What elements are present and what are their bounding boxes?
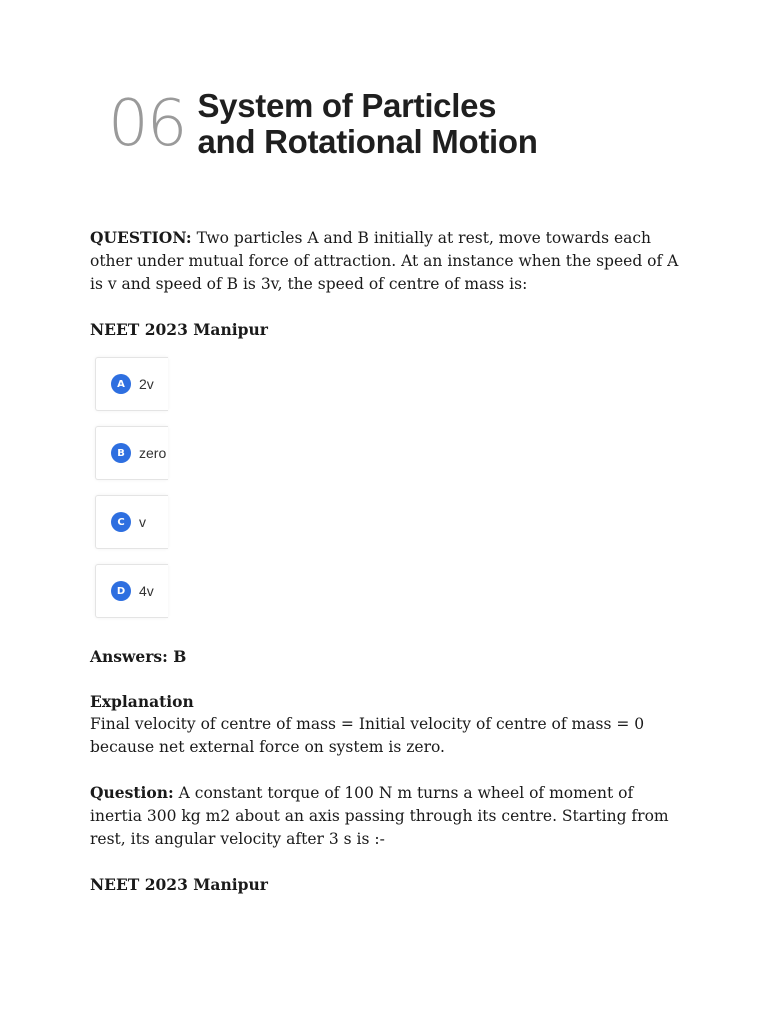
explanation-text: Final velocity of centre of mass = Initial velocity of centre of mass = 0 because net external force on system is zero. (90, 715, 645, 756)
question-1-label: QUESTION: (90, 228, 192, 247)
answer-line: Answers: B (90, 647, 187, 666)
question-1-source: NEET 2023 Manipur (90, 320, 268, 339)
chapter-number: 06 (108, 87, 186, 161)
chapter-title-line1: System of Particles (197, 87, 497, 124)
option-d-text: 4v (139, 582, 154, 599)
explanation-heading: Explanation (90, 692, 194, 711)
question-2-text (90, 781, 690, 851)
option-b[interactable] (95, 426, 168, 480)
option-a-badge: A (111, 374, 131, 394)
question-2-source: NEET 2023 Manipur (90, 875, 268, 894)
option-a-text: 2v (139, 375, 154, 392)
option-a[interactable] (95, 357, 168, 411)
option-d[interactable] (95, 564, 168, 618)
option-b-badge: B (111, 443, 131, 463)
option-c-badge: C (111, 512, 131, 532)
chapter-header (108, 88, 538, 160)
document-body (90, 226, 690, 896)
option-c[interactable] (95, 495, 168, 549)
chapter-title (197, 88, 537, 160)
question-1-body: Two particles A and B initially at rest, move towards each other under mutual force of attraction. At an instance when the speed of A is v and speed of B is 3v, the speed of centre of mass is: (90, 229, 679, 293)
answer-options (95, 357, 690, 618)
question-1-text (90, 226, 690, 296)
option-c-text: v (139, 513, 146, 530)
option-b-text: zero (139, 444, 167, 461)
question-2-body: A constant torque of 100 N m turns a wheel of moment of inertia 300 kg m2 about an axis passing through its centre. Starting from rest, its angular velocity after 3 s is :- (90, 784, 669, 848)
option-d-badge: D (111, 581, 131, 601)
question-2-label: Question: (90, 783, 174, 802)
chapter-title-line2: and Rotational Motion (197, 123, 538, 160)
